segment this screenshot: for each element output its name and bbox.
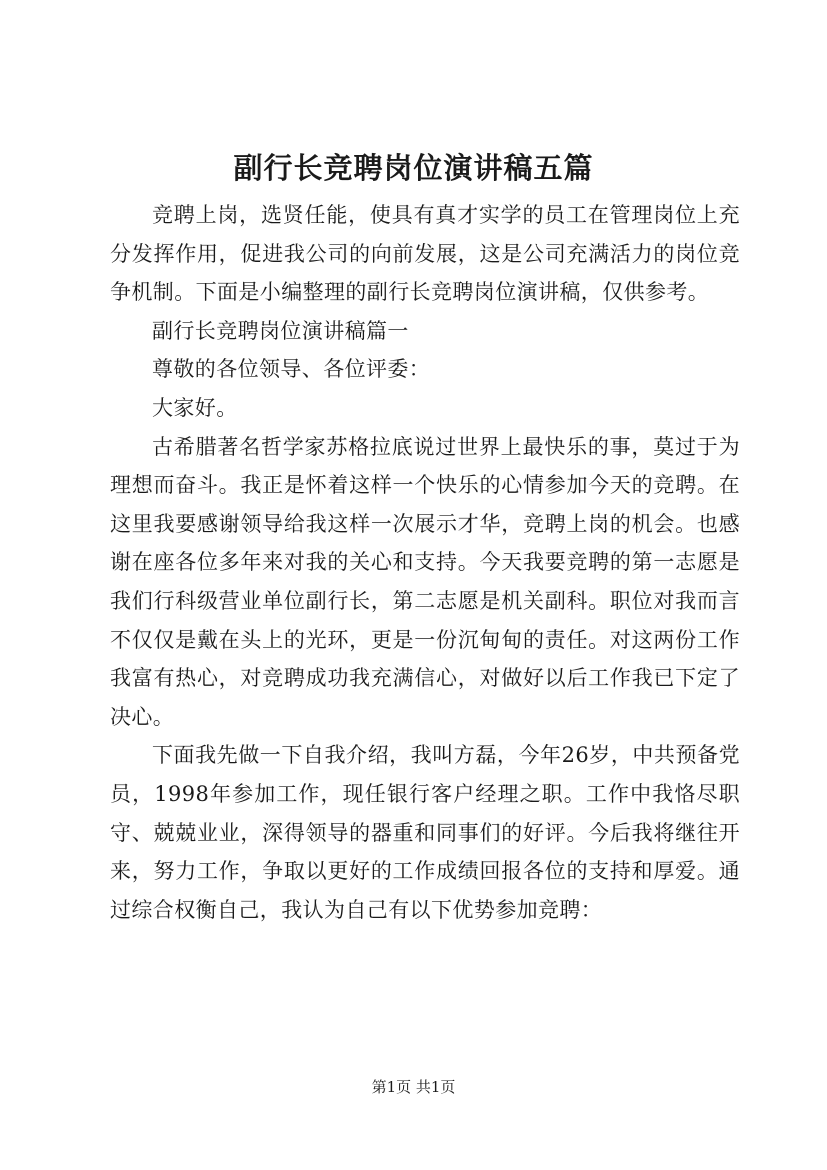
page-footer: 第1页 共1页: [371, 1078, 456, 1096]
body-paragraph: 下面我先做一下自我介绍，我叫方磊，今年26岁，中共预备党员，1998年参加工作，现任银行客户经理之职。工作中我恪尽职守、兢兢业业，深得领导的器重和同事们的好评。今后我将继往开来，努力工作，争取以更好的工作成绩回报各位的支持和厚爱。通过综合权衡自己，我认为自己有以下优势参加竞聘：: [110, 743, 740, 922]
document-title: 副行长竞聘岗位演讲稿五篇: [233, 151, 594, 185]
intro-paragraph: 竞聘上岗，选贤任能，使具有真才实学的员工在管理岗位上充分发挥作用，促进我公司的向前发展，这是公司充满活力的岗位竞争机制。下面是小编整理的副行长竞聘岗位演讲稿，仅供参考。: [110, 203, 740, 305]
document-body: [110, 196, 740, 929]
greeting: 大家好。: [152, 395, 238, 420]
section-heading: 副行长竞聘岗位演讲稿篇一: [152, 318, 409, 343]
salutation: 尊敬的各位领导、各位评委：: [152, 357, 431, 382]
body-paragraph: 古希腊著名哲学家苏格拉底说过世界上最快乐的事，莫过于为理想而奋斗。我正是怀着这样一个快乐的心情参加今天的竞聘。在这里我要感谢领导给我这样一次展示才华，竞聘上岗的机会。也感谢在座各位多年来对我的关心和支持。今天我要竞聘的第一志愿是我们行科级营业单位副行长，第二志愿是机关副科。职位对我而言不仅仅是戴在头上的光环，更是一份沉甸甸的责任。对这两份工作我富有热心，对竞聘成功我充满信心，对做好以后工作我已下定了决心。: [110, 434, 740, 729]
